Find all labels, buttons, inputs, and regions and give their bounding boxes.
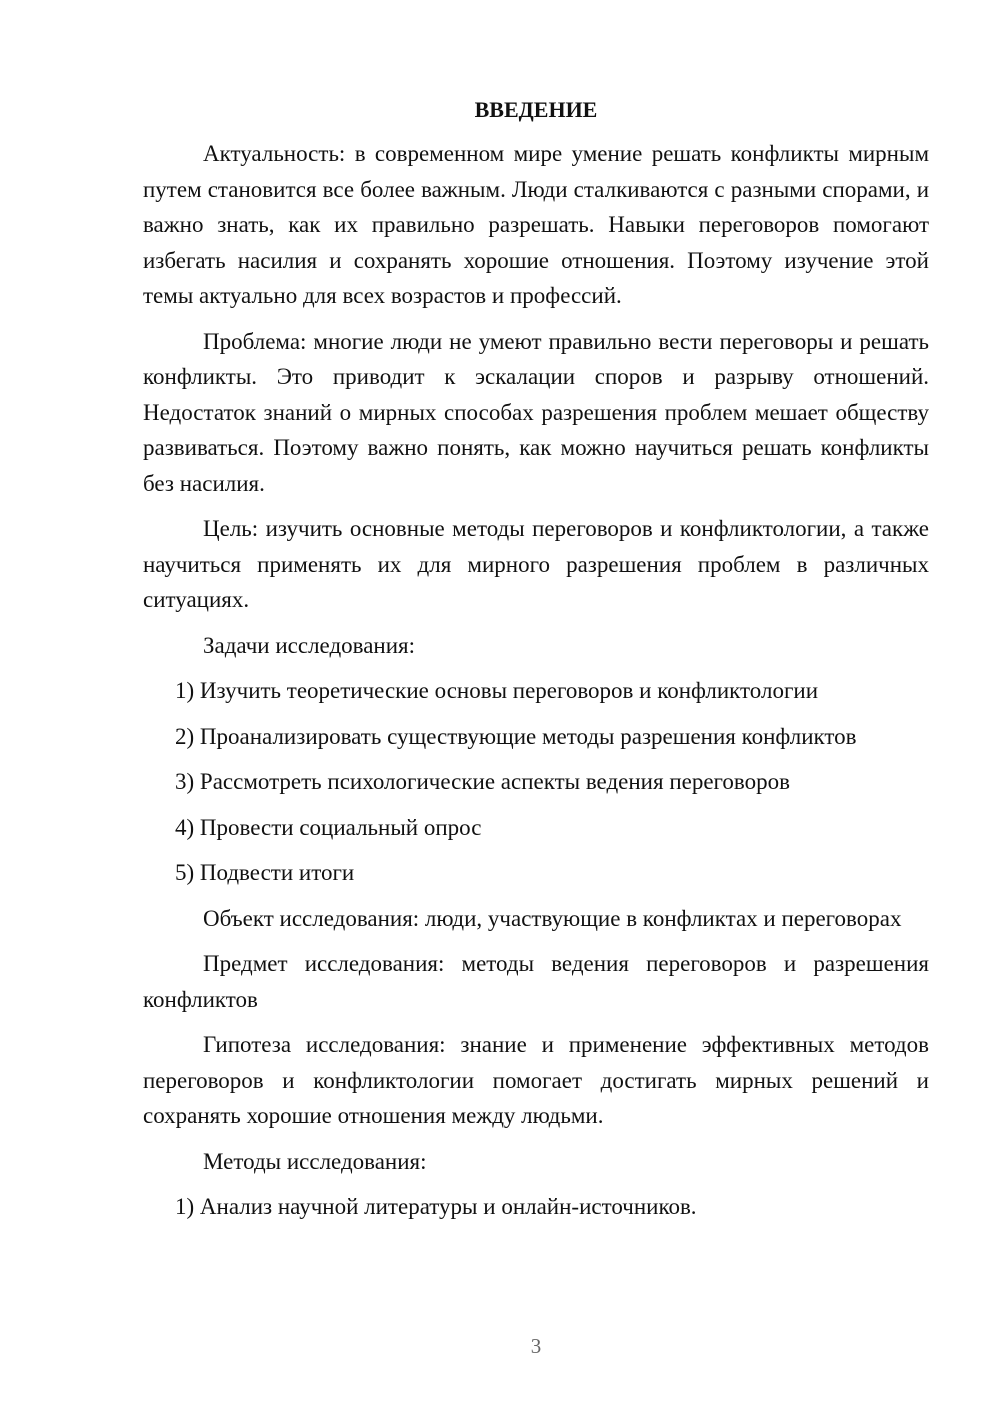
- problem-paragraph: Проблема: многие люди не умеют правильно вести переговоры и решать конфликты. Это приводит к эскалации споров и разрыву отношений. Недостаток знаний о мирных способах разрешения проблем мешает обществу развиваться. Поэтому важно понять, как можно научиться решать конфликты без насилия.: [143, 328, 929, 496]
- methods-list: [143, 1189, 929, 1225]
- tasks-label: Задачи исследования:: [203, 632, 416, 658]
- page-content: [143, 94, 929, 1235]
- section-title: ВВЕДЕНИЕ: [474, 97, 598, 122]
- tasks-list: [143, 673, 929, 891]
- page-number: 3: [530, 1334, 542, 1358]
- methods-label: Методы исследования:: [203, 1148, 427, 1174]
- method-item-1: 1) Анализ научной литературы и онлайн-источников.: [175, 1194, 697, 1219]
- goal-paragraph: Цель: изучить основные методы переговоров и конфликтологии, а также научиться применять их для мирного разрешения проблем в различных ситуациях.: [143, 516, 929, 612]
- subject-paragraph: Предмет исследования: методы ведения переговоров и разрешения конфликтов: [143, 951, 929, 1012]
- relevance-paragraph: Актуальность: в современном мире умение решать конфликты мирным путем становится все более важным. Люди сталкиваются с разными спорами, и важно знать, как их правильно разрешать. Навыки переговоров помогают избегать насилия и сохранять хорошие отношения. Поэтому изучение этой темы актуально для всех возрастов и профессий.: [143, 141, 929, 308]
- task-item-4: 4) Провести социальный опрос: [175, 814, 482, 840]
- object-paragraph: Объект исследования: люди, участвующие в конфликтах и переговорах: [203, 905, 902, 931]
- hypothesis-paragraph: Гипотеза исследования: знание и применение эффективных методов переговоров и конфликтологии помогает достигать мирных решений и сохранять хорошие отношения между людьми.: [143, 1032, 929, 1128]
- task-item-3: 3) Рассмотреть психологические аспекты ведения переговоров: [175, 769, 790, 794]
- task-item-2: 2) Проанализировать существующие методы разрешения конфликтов: [175, 723, 857, 749]
- task-item-5: 5) Подвести итоги: [175, 860, 355, 885]
- task-item-1: 1) Изучить теоретические основы переговоров и конфликтологии: [175, 678, 819, 703]
- page-number-footer: [0, 1334, 1000, 1359]
